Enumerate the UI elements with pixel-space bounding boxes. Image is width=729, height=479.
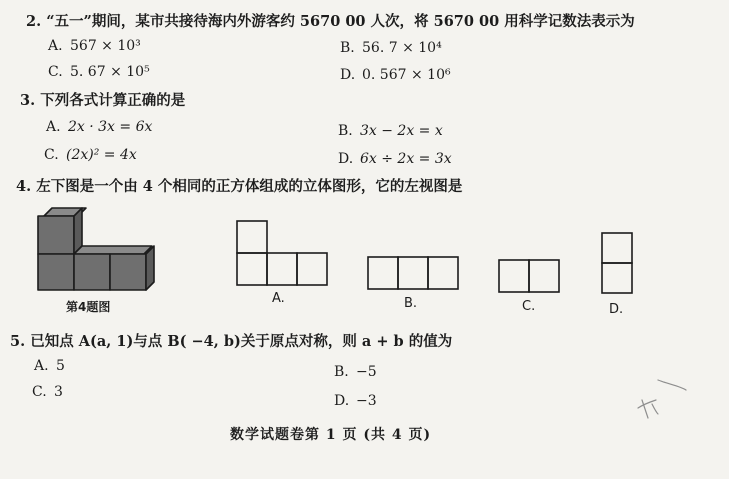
question-number: 4. — [16, 178, 32, 195]
q4-option-c-label: C. — [522, 299, 536, 314]
q4-option-a-label: A. — [272, 291, 285, 306]
question-5-stem — [10, 333, 452, 351]
q2-option-c: C. 5. 67 × 10⁵ — [48, 64, 150, 80]
q3-option-b: B. 3x − 2x = x — [338, 123, 443, 139]
q3-option-a: A. 2x · 3x = 6x — [46, 119, 153, 135]
question-number: 2. — [26, 13, 42, 30]
question-text: 已知点 A(a, 1)与点 B( −4, b)关于原点对称，则 a + b 的值为 — [30, 333, 453, 350]
q2-option-a: A. 567 × 10³ — [48, 38, 141, 54]
q4-option-b-label: B. — [404, 296, 418, 311]
q2-option-b: B. 56. 7 × 10⁴ — [340, 40, 442, 56]
pencil-mark-icon — [628, 370, 708, 440]
q5-option-a: A. 5 — [34, 358, 65, 374]
q2-option-d: D. 0. 567 × 10⁶ — [340, 67, 451, 83]
cube-solid-figure — [34, 204, 174, 296]
q3-option-c: C. (2x)² = 4x — [44, 147, 137, 163]
q4-option-d-figure — [601, 232, 633, 294]
q5-option-d: D. −3 — [334, 393, 377, 409]
question-text: 下列各式计算正确的是 — [40, 92, 186, 109]
q5-option-b: B. −5 — [334, 364, 377, 380]
question-text: “五一”期间，某市共接待海内外游客约 5670 00 人次，将 5670 00 用科学记数法表示为 — [46, 13, 635, 30]
q5-option-c: C. 3 — [32, 384, 63, 400]
question-text: 左下图是一个由 4 个相同的正方体组成的立体图形，它的左视图是 — [36, 178, 463, 195]
q4-option-a-figure — [236, 220, 328, 286]
q3-option-d: D. 6x ÷ 2x = 3x — [338, 151, 452, 167]
question-4-stem — [16, 178, 462, 196]
q4-option-c-figure — [498, 259, 560, 293]
q4-option-d-label: D. — [609, 302, 624, 317]
question-number: 5. — [10, 333, 26, 350]
q4-option-b-figure — [367, 256, 459, 290]
question-3-stem — [20, 92, 185, 110]
question-2-stem — [26, 13, 635, 31]
page-footer: 数学试题卷第 1 页 (共 4 页) — [230, 427, 432, 443]
question-number: 3. — [20, 92, 36, 109]
figure-caption: 第4题图 — [66, 300, 111, 314]
